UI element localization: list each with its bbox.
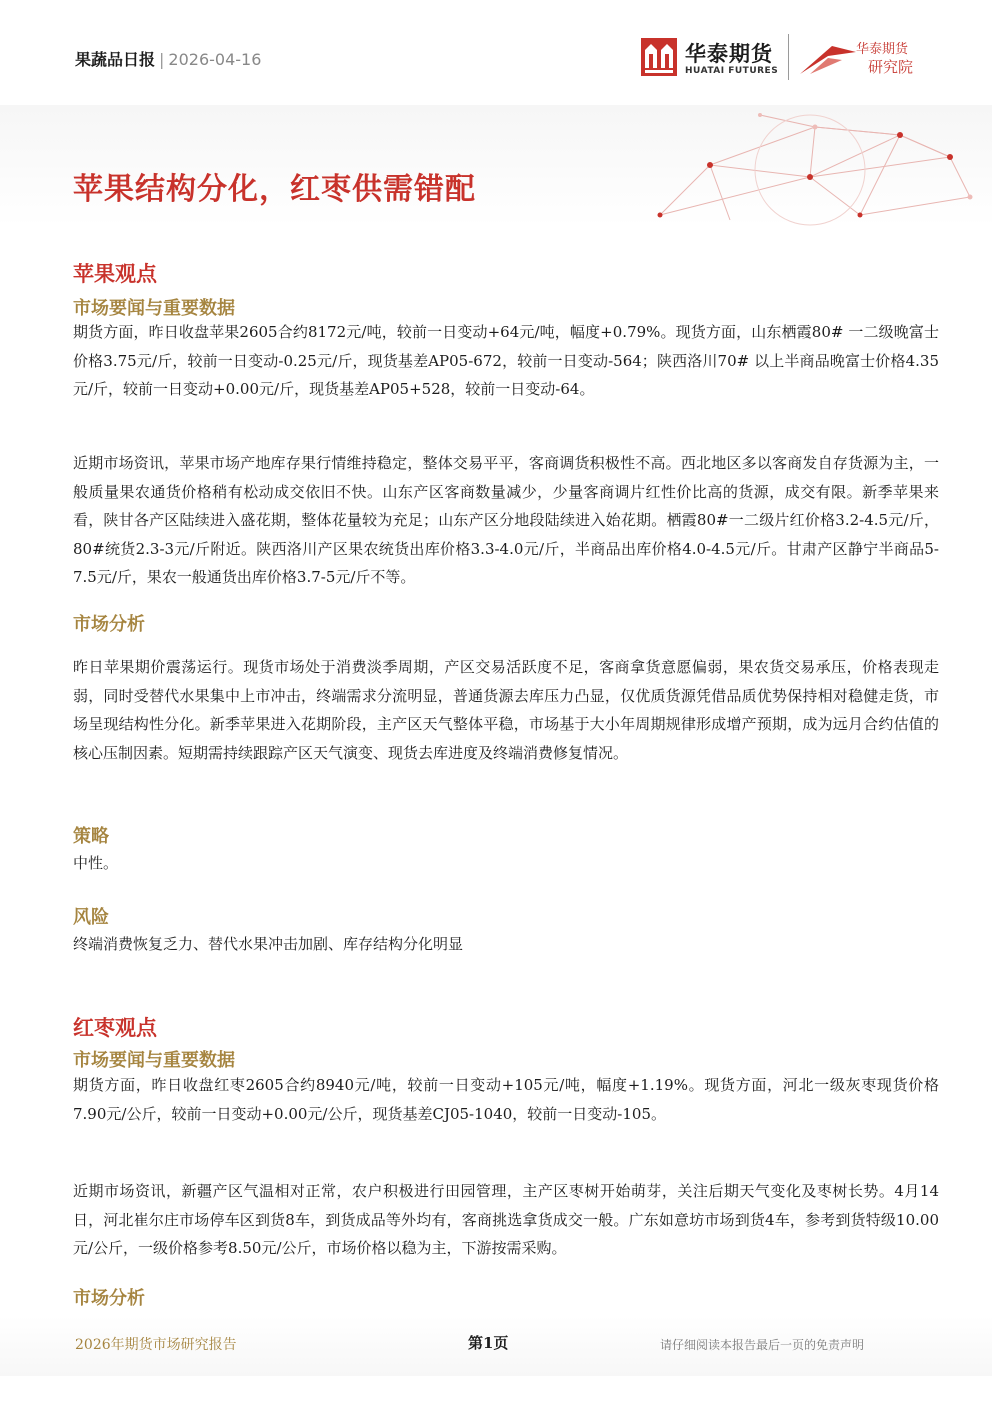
research-logo-icon [798, 38, 858, 78]
huatai-logo-icon [641, 38, 677, 76]
jujube-news-paragraph-2: 近期市场资讯，新疆产区气温相对正常，农户积极进行田园管理，主产区枣树开始萌芽，关注后期天气变化及枣树长势。4月14日，河北崔尔庄市场停车区到货8车，到货成品等外均有，客商挑选拿货成交一般。广东如意坊市场到货4车，参考到货特级10.00元/公斤，一级价格参考8.50元/公斤，市场价格以稳为主，下游按需采购。 [73, 1182, 939, 1257]
logo-en-text: HUATAI FUTURES [685, 66, 779, 76]
header-separator: | [159, 50, 165, 69]
apple-risk-text: 终端消费恢复乏力、替代水果冲击加剧、库存结构分化明显 [73, 935, 464, 953]
apple-risk-heading: 风险 [73, 907, 109, 928]
page-header [0, 0, 992, 100]
apple-news-paragraph-2: 近期市场资讯，苹果市场产地库存果行情维持稳定，整体交易平平，客商调货积极性不高。西北地区多以客商发自存货源为主，一般质量果农通货价格稍有松动成交依旧不快。山东产区客商数量减少，少量客商调片红性价比高的货源，成交有限。新季苹果来看，陕甘各产区陆续进入盛花期，整体花量较为充足；山东产区分地段陆续进入始花期。栖霞80#一二级片红价格3.2-4.5元/斤，80#统货2.3-3元/斤附近。陕西洛川产区果农统货出库价格3.3-4.0元/斤，半商品出库价格4.0-4.5元/斤。甘肃产区静宁半商品5-7.5元/斤，果农一般通货出库价格3.7-5元/斤不等。 [73, 454, 939, 586]
logo-cn-text: 华泰期货 [685, 42, 773, 66]
logo-divider [788, 34, 789, 80]
research-logo-line2: 研究院 [868, 58, 914, 76]
apple-news-heading: 市场要闻与重要数据 [73, 298, 235, 319]
research-logo-line1: 华泰期货 [856, 42, 909, 57]
jujube-section-heading: 红枣观点 [73, 1016, 157, 1040]
report-type: 果蔬品日报 [75, 50, 156, 69]
research-institute-logo [798, 38, 923, 80]
report-type-line [75, 47, 261, 70]
report-date: 2026-04-16 [168, 50, 262, 69]
apple-analysis-heading: 市场分析 [73, 614, 145, 635]
footer-disclaimer: 请仔细阅读本报告最后一页的免责声明 [660, 1338, 865, 1352]
network-graphic [560, 105, 992, 227]
apple-news-paragraph-1: 期货方面，昨日收盘苹果2605合约8172元/吨，较前一日变动+64元/吨，幅度+0.79%。现货方面，山东栖霞80# 一二级晚富士价格3.75元/斤，较前一日变动-0.25元/斤，现货基差AP05-672，较前一日变动-564；陕西洛川70# 以上半商品晚富士价格4.35元/斤，较前一日变动+0.00元/斤，现货基差AP05+528，较前一日变动-64。 [73, 323, 939, 398]
jujube-news-paragraph-1: 期货方面，昨日收盘红枣2605合约8940元/吨，较前一日变动+105元/吨，幅度+1.19%。现货方面，河北一级灰枣现货价格7.90元/公斤，较前一日变动+0.00元/公斤，现货基差CJ05-1040，较前一日变动-105。 [73, 1076, 939, 1123]
apple-analysis-paragraph: 昨日苹果期价震荡运行。现货市场处于消费淡季周期，产区交易活跃度不足，客商拿货意愿偏弱，果农货交易承压，价格表现走弱，同时受替代水果集中上市冲击，终端需求分流明显，普通货源去库压力凸显，仅优质货源凭借品质优势保持相对稳健走货，市场呈现结构性分化。新季苹果进入花期阶段，主产区天气整体平稳，市场基于大小年周期规律形成增产预期，成为远月合约估值的核心压制因素。短期需持续跟踪产区天气演变、现货去库进度及终端消费修复情况。 [73, 658, 939, 762]
jujube-analysis-heading: 市场分析 [73, 1288, 145, 1309]
apple-strategy-text: 中性。 [73, 854, 119, 872]
footer-page-number: 第1页 [468, 1334, 509, 1352]
page-title: 苹果结构分化，红枣供需错配 [73, 172, 476, 207]
jujube-news-heading: 市场要闻与重要数据 [73, 1050, 235, 1071]
huatai-futures-logo [641, 38, 781, 78]
apple-section-heading: 苹果观点 [73, 262, 157, 286]
apple-strategy-heading: 策略 [73, 826, 109, 847]
footer-report-name: 2026年期货市场研究报告 [75, 1337, 237, 1353]
